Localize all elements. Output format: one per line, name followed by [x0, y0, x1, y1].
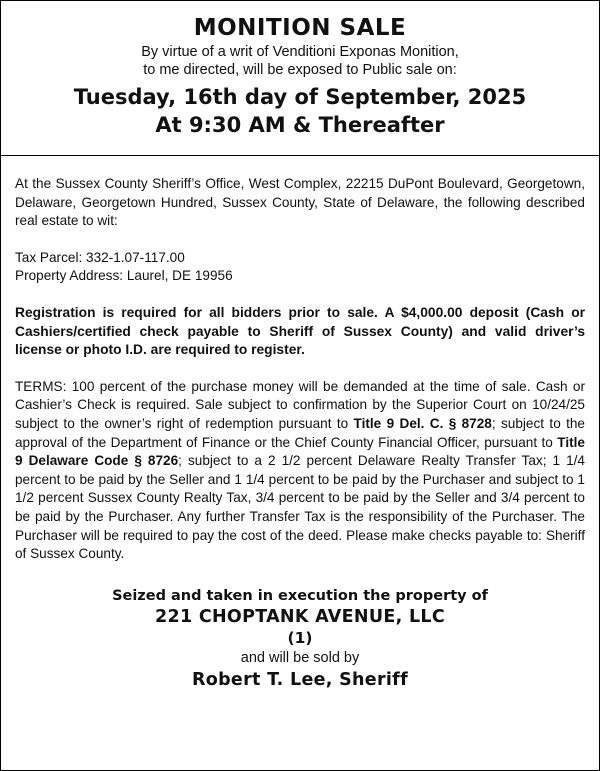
- header-divider: [1, 155, 599, 156]
- sheriff-name: Robert T. Lee, Sheriff: [191, 669, 409, 690]
- sale-time: At 9:30 AM & Thereafter: [155, 113, 445, 137]
- notice-header: [1, 1, 599, 139]
- terms-text-2: ; subject to the approval of the Department of Finance or the Chief County Financial Officer, pursuant to: [15, 415, 585, 450]
- seized-statement: Seized and taken in execution the property of: [112, 587, 488, 604]
- sold-by-statement: and will be sold by: [240, 649, 360, 666]
- notice-title: MONITION SALE: [193, 15, 407, 41]
- property-owner: 221 CHOPTANK AVENUE, LLC: [155, 606, 445, 627]
- terms-statute-8726: Title 9 Delaware Code § 8726: [15, 434, 585, 469]
- sale-location-paragraph: At the Sussex County Sheriff’s Office, West Complex, 22215 DuPont Boulevard, Georgetown, Delaware, Georgetown Hundred, Sussex County, State of Delaware, the following described real estate to wit:: [15, 176, 585, 229]
- property-address: Property Address: Laurel, DE 19956: [15, 268, 233, 284]
- intro-line-2: to me directed, will be exposed to Public sale on:: [143, 62, 457, 78]
- lot-number: (1): [287, 628, 313, 647]
- terms-statute-8728: Title 9 Del. C. § 8728: [353, 415, 492, 431]
- terms-text-1: TERMS: 100 percent of the purchase money will be demanded at the time of sale. Cash or Cashier’s Check is required. Sale subject to confirmation by the Superior Court on 10/24/25 subject to the owner’s right of redemption pursuant to: [15, 378, 585, 431]
- notice-footer: [1, 586, 599, 692]
- intro-line-1: By virtue of a writ of Venditioni Exponas Monition,: [141, 44, 459, 60]
- registration-requirement: Registration is required for all bidders prior to sale. A $4,000.00 deposit (Cash or Cashiers/certified check payable to Sheriff of Sussex County) and valid driver’s license or photo I.D. are required to register.: [15, 304, 585, 358]
- property-details: [15, 249, 585, 286]
- terms-text-3: ; subject to a 2 1/2 percent Delaware Realty Transfer Tax; 1 1/4 percent to be paid by the Seller and 1 1/4 percent to be paid by the Purchaser and subject to 1 1/2 percent Sussex County Realty Tax, 3/4 percent to be paid by the Seller and 3/4 percent to be paid by the Purchaser. Any further Transfer Tax is the responsibility of the Purchaser. The Purchaser will be required to pay the cost of the deed. Please make checks payable to: Sheriff of Sussex County.: [15, 453, 585, 562]
- terms-paragraph: [15, 378, 585, 564]
- notice-body: [1, 175, 599, 564]
- sale-date: Tuesday, 16th day of September, 2025: [73, 85, 527, 109]
- tax-parcel: Tax Parcel: 332-1.07-117.00: [15, 249, 185, 265]
